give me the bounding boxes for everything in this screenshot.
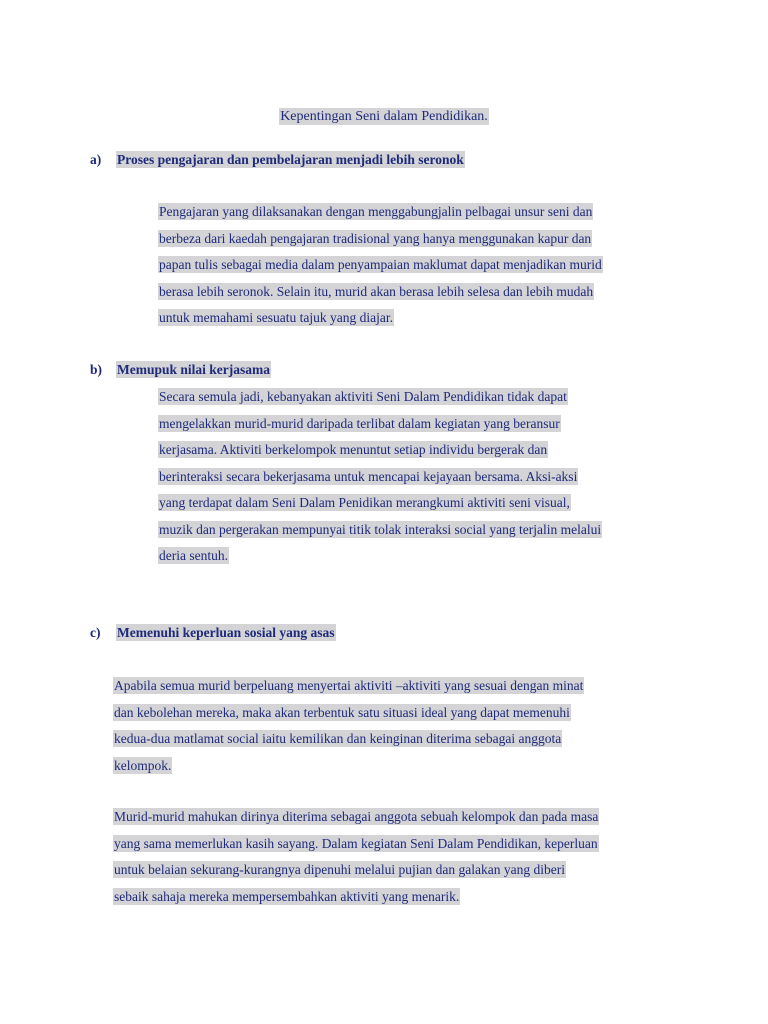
paragraph-line: yang sama memerlukan kasih sayang. Dalam kegiatan Seni Dalam Pendidikan, keperluan — [114, 836, 598, 851]
section-b-heading — [90, 362, 271, 378]
paragraph-line: Apabila semua murid berpeluang menyertai aktiviti –aktiviti yang sesuai dengan minat — [114, 678, 584, 693]
page-title-text: Kepentingan Seni dalam Pendidikan. — [280, 109, 488, 124]
paragraph-line: Murid-murid mahukan dirinya diterima sebagai anggota sebuah kelompok dan pada masa — [114, 809, 599, 824]
paragraph-line: untuk memahami sesuatu tajuk yang diajar. — [159, 310, 393, 325]
section-c-mark: c) — [90, 625, 101, 640]
section-c-heading — [90, 625, 336, 641]
paragraph-line: kelompok. — [114, 758, 172, 773]
paragraph-line: Secara semula jadi, kebanyakan aktiviti Seni Dalam Pendidikan tidak dapat — [159, 389, 567, 404]
paragraph-line: yang terdapat dalam Seni Dalam Penidikan merangkumi aktiviti seni visual, — [159, 495, 570, 510]
section-b-title: Memupuk nilai kerjasama — [117, 362, 271, 377]
paragraph-line: mengelakkan murid-murid daripada terlibat dalam kegiatan yang beransur — [159, 416, 560, 431]
paragraph-line: berasa lebih seronok. Selain itu, murid akan berasa lebih selesa dan lebih mudah — [159, 284, 594, 299]
paragraph-line: berbeza dari kaedah pengajaran tradisional yang hanya menggunakan kapur dan — [159, 231, 592, 246]
section-c-title: Memenuhi keperluan sosial yang asas — [117, 625, 335, 640]
paragraph-line: kerjasama. Aktiviti berkelompok menuntut setiap individu bergerak dan — [159, 442, 548, 457]
paragraph-line: Pengajaran yang dilaksanakan dengan menggabungjalin pelbagai unsur seni dan — [159, 204, 593, 219]
paragraph-line: kedua-dua matlamat social iaitu kemilikan dan keinginan diterima sebagai anggota — [114, 731, 562, 746]
paragraph-line: deria sentuh. — [159, 548, 228, 563]
page-title — [0, 109, 768, 125]
paragraph-line: muzik dan pergerakan mempunyai titik tolak interaksi social yang terjalin melalui — [159, 522, 602, 537]
paragraph-line: papan tulis sebagai media dalam penyampaian maklumat dapat menjadikan murid — [159, 257, 602, 272]
paragraph-line: berinteraksi secara bekerjasama untuk mencapai kejayaan bersama. Aksi-aksi — [159, 469, 578, 484]
paragraph-line: untuk belaian sekurang-kurangnya dipenuhi melalui pujian dan galakan yang diberi — [114, 862, 565, 877]
section-a-title: Proses pengajaran dan pembelajaran menjadi lebih seronok — [117, 152, 464, 167]
paragraph-line: dan kebolehan mereka, maka akan terbentuk satu situasi ideal yang dapat memenuhi — [114, 705, 570, 720]
section-a-mark: a) — [90, 152, 102, 167]
paragraph-line: sebaik sahaja mereka mempersembahkan aktiviti yang menarik. — [114, 889, 460, 904]
section-a-heading — [90, 152, 465, 168]
section-b-mark: b) — [90, 362, 103, 377]
